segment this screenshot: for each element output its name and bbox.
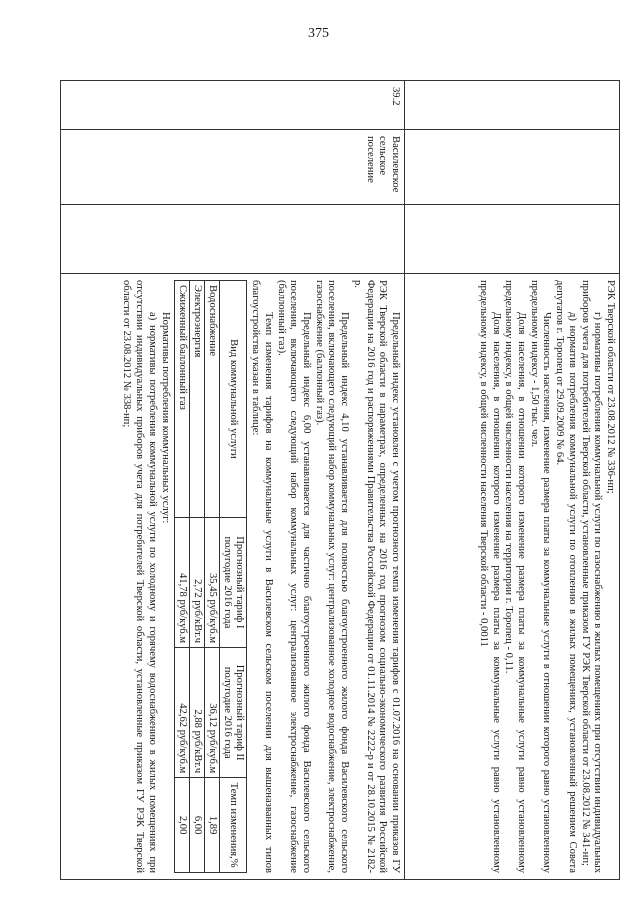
empty-cell [61, 205, 405, 274]
column-header: Прогнозный тариф II полугодие 2016 года [219, 648, 246, 778]
tariff-cell: 36,12 руб/куб.м [204, 648, 219, 778]
service-cell: Электроэнергия [189, 281, 204, 518]
tariff-cell: 42,62 руб/куб.м [174, 648, 189, 778]
text-paragraph: Темп изменения тарифов на коммунальные услуги в Василевском сельском поселении для вышеназванных типов благоустройства указан в таблице: [250, 280, 274, 873]
text-line: г) нормативы потребления коммунальной услуги по газоснабжению в жилых помещениях при отсутствии индивидуальных приборов учета для потребителей Тверской области, установленные приказом ГУ РЭК Тверской области от 23.08.2012 № 341-нп; [579, 280, 604, 873]
tariff-header-row [219, 281, 246, 873]
tariff-cell: 2,88 руб/кВт.ч [189, 648, 204, 778]
text-line: Доля населения, в отношении которого изменение размера платы за коммунальные услуги равно установленному предельному индексу, в общей численности населения Тверской области - 0,0011 [477, 280, 502, 873]
column-header: Темп изменения,% [219, 778, 246, 873]
text-paragraph: а) нормативы потребления коммунальной услуги по холодному и горячему водоснабжению в жилых помещениях при отсутствии индивидуальных приборов учета для потребителей Тверской области, установленные приказом ГУ РЭК Тверской области от 23.08.2012 № 338-нп; [121, 280, 158, 873]
tariff-row [204, 281, 219, 873]
service-cell: Сжиженный баллонный газ [174, 281, 189, 518]
tariff-cell: 35,45 руб/куб.м [204, 517, 219, 647]
document-body [60, 80, 620, 880]
rate-cell: 2,00 [174, 778, 189, 873]
text-paragraph: Нормативы потребления коммунальных услуг: [159, 312, 171, 524]
text-line: РЭК Тверской области от 23.08.2012 № 336-нп; [605, 280, 616, 494]
text-paragraph: Предельный индекс установлен с учетом прогнозного темпа изменения тарифов с 01.07.2016 на основании приказов ГУ РЭК Тверской области в параметрах, определенных на 2016 год прогнозом социально-экономического развития Российской Федерации на 2016 год и распоряжениями Правительства Российской Федерации от 01.11.2014 № 2222-р и от 28.10.2015 № 2182-р. [351, 280, 401, 873]
table-row [61, 81, 405, 880]
description-cell [405, 274, 620, 880]
table-row [405, 81, 620, 880]
tariff-cell: 2,72 руб/кВт.ч [189, 517, 204, 647]
service-cell: Водоснабжение [204, 281, 219, 518]
rate-cell: 6,00 [189, 778, 204, 873]
column-header: Прогнозный тариф I полугодие 2016 года [219, 517, 246, 647]
row-number-cell [405, 81, 620, 130]
main-table [60, 80, 620, 880]
tariff-row [189, 281, 204, 873]
text-paragraph: Предельный индекс 4,10 устанавливается для полностью благоустроенного жилого фонда Василевского сельского поселения, включающего следующий набор коммунальных услуг: централизованное холодное водоснабжение, электроснабжение, газоснабжение (баллонный газ). [313, 280, 351, 873]
settlement-name-cell [405, 130, 620, 205]
empty-cell [405, 205, 620, 274]
settlement-name-cell: Василевское сельское поселение [61, 130, 405, 205]
text-line: Численность населения, изменение размера платы за коммунальные услуги в отношении которого равно установленному предельному индексу - 1,50 тыс. чел. [528, 280, 553, 873]
rate-cell: 1,89 [204, 778, 219, 873]
page-number: 375 [308, 26, 329, 41]
description-cell [61, 274, 405, 880]
tariff-row [174, 281, 189, 873]
text-line: Доля населения, в отношении которого изменение размера платы за коммунальные услуги равно установленному предельному индексу, в общей численности населения на территории г. Торопец - 0,11. [503, 280, 528, 873]
text-line: д) норматив потребления коммунальной услуги по отоплению в жилых помещениях, установленный решением Совета депутатов г. Торопец от 29.09.2009 № 64. [554, 280, 578, 873]
tariff-cell: 41,78 руб/куб.м [174, 517, 189, 647]
tariff-table [174, 280, 247, 873]
text-paragraph: Предельный индекс 6,00 устанавливается для частично благоустроенного жилого фонда Василевского сельского поселения, включающего следующий набор коммунальных услуг: централизованное электроснабжение, газоснабжение (баллонный газ). [275, 280, 313, 873]
row-number-cell: 39.2 [61, 81, 405, 130]
column-header: Вид коммунальной услуги [219, 281, 246, 518]
